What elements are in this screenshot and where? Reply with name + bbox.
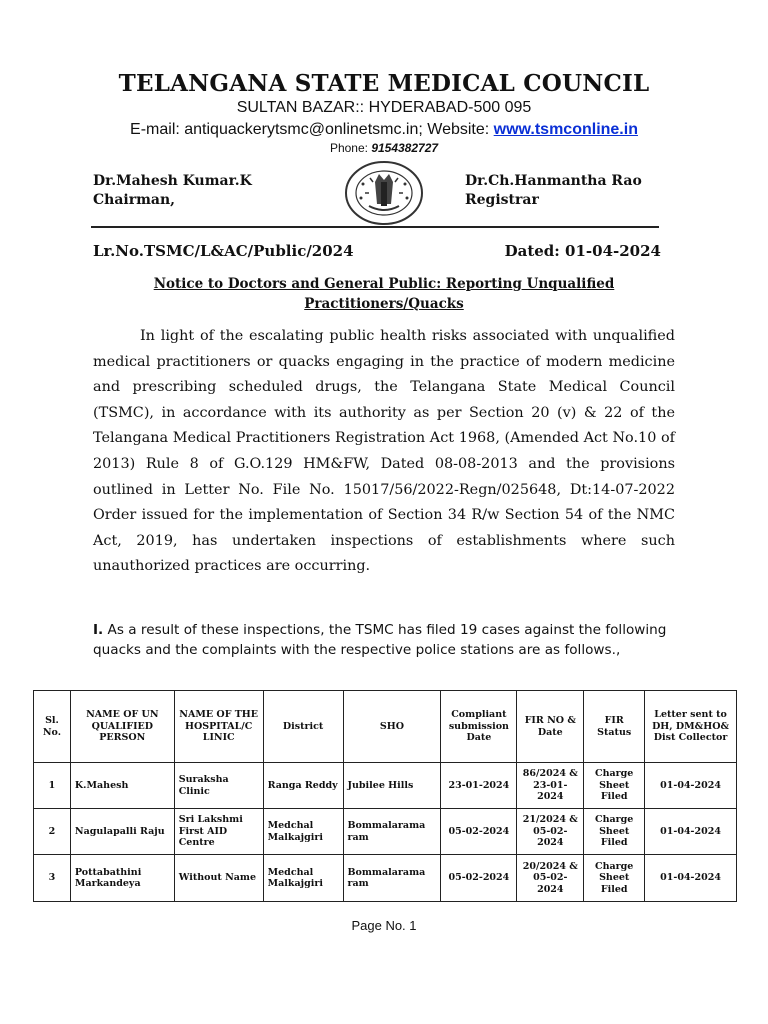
table-cell: Medchal Malkajgiri — [263, 809, 343, 855]
page-number: Page No. 1 — [351, 918, 417, 933]
table-cell: 01-04-2024 — [645, 763, 737, 809]
header-cell: Compliant submission Date — [441, 691, 517, 763]
table-cell: Jubilee Hills — [343, 763, 441, 809]
contact-line — [0, 121, 768, 139]
header-cell: FIR Status — [584, 691, 645, 763]
chairman-name: Dr.Mahesh Kumar.K — [93, 173, 252, 189]
point-number: I. — [93, 622, 104, 638]
phone-line — [0, 141, 768, 155]
website-link[interactable]: www.tsmconline.in — [493, 121, 638, 138]
table-cell: Bommalarama ram — [343, 855, 441, 902]
chairman-title: Chairman, — [93, 192, 176, 208]
council-title: TELANGANA STATE MEDICAL COUNCIL — [118, 70, 650, 97]
council-seal-icon — [343, 160, 425, 226]
table-row — [34, 763, 737, 809]
notice-title: Notice to Doctors and General Public: Reporting Unqualified Practitioners/Quacks — [153, 276, 615, 312]
table-cell: 86/2024 & 23-01-2024 — [517, 763, 584, 809]
email-label: E-mail: antiquackerytsmc@onlinetsmc.in; Website: — [130, 121, 494, 138]
registrar-block — [465, 172, 642, 210]
table-cell: Without Name — [174, 855, 263, 902]
table-cell: Pottabathini Markandeya — [70, 855, 174, 902]
table-cell: Nagulapalli Raju — [70, 809, 174, 855]
header-cell: District — [263, 691, 343, 763]
header-cell: NAME OF UN QUALIFIED PERSON — [70, 691, 174, 763]
notice-paragraph: In light of the escalating public health risks associated with unqualified medical practitioners or quacks engaging in the practice of modern medicine and prescribing scheduled drugs, the Telangana State Medical Council (TSMC), in accordance with its authority as per Section 20 (v) & 22 of the Telangana Medical Practitioners Registration Act 1968, (Amended Act No.10 of 2013) Rule 8 of G.O.129 HM&FW, Dated 08-08-2013 and the provisions outlined in Letter No. File No. 15017/56/2022-Regn/025648, Dt:14-07-2022 Order issued for the implementation of Section 34 R/w Section 54 of the NMC Act, 2019, has undertaken inspections of establishments where such unauthorized practices are occurring. — [93, 328, 675, 575]
table-cell: Medchal Malkajgiri — [263, 855, 343, 902]
letter-number: Lr.No.TSMC/L&AC/Public/2024 — [93, 242, 354, 260]
phone-number: 9154382727 — [371, 141, 439, 155]
table-cell: K.Mahesh — [70, 763, 174, 809]
point-text: As a result of these inspections, the TSMC has filed 19 cases against the following quacks and the complaints with the respective police stations are as follows., — [93, 622, 667, 658]
table-cell: Charge Sheet Filed — [584, 763, 645, 809]
chairman-block — [93, 172, 252, 210]
header-cell: Sl. No. — [34, 691, 71, 763]
letter-date: Dated: 01-04-2024 — [504, 242, 661, 260]
table-cell: 01-04-2024 — [645, 809, 737, 855]
table-row — [34, 855, 737, 902]
table-cell: 01-04-2024 — [645, 855, 737, 902]
table-cell: 1 — [34, 763, 71, 809]
table-cell: 05-02-2024 — [441, 809, 517, 855]
table-cell: 2 — [34, 809, 71, 855]
table-cell: 05-02-2024 — [441, 855, 517, 902]
table-cell: 23-01-2024 — [441, 763, 517, 809]
table-cell: Bommalarama ram — [343, 809, 441, 855]
table-cell: 21/2024 & 05-02-2024 — [517, 809, 584, 855]
header-cell: FIR NO & Date — [517, 691, 584, 763]
header-cell: SHO — [343, 691, 441, 763]
table-row — [34, 809, 737, 855]
table-cell: 20/2024 & 05-02-2024 — [517, 855, 584, 902]
header-cell: Letter sent to DH, DM&HO& Dist Collector — [645, 691, 737, 763]
cases-table — [33, 690, 737, 902]
header-cell: NAME OF THE HOSPITAL/C LINIC — [174, 691, 263, 763]
table-cell: Suraksha Clinic — [174, 763, 263, 809]
point-one — [93, 620, 675, 660]
table-cell: 3 — [34, 855, 71, 902]
table-cell: Charge Sheet Filed — [584, 855, 645, 902]
registrar-title: Registrar — [465, 192, 539, 208]
table-cell: Sri Lakshmi First AID Centre — [174, 809, 263, 855]
phone-label: Phone: — [329, 141, 372, 155]
table-header-row — [34, 691, 737, 763]
registrar-name: Dr.Ch.Hanmantha Rao — [465, 173, 642, 189]
table-cell: Ranga Reddy — [263, 763, 343, 809]
table-cell: Charge Sheet Filed — [584, 809, 645, 855]
council-address: SULTAN BAZAR:: HYDERABAD-500 095 — [236, 99, 532, 116]
header-divider — [91, 226, 659, 228]
